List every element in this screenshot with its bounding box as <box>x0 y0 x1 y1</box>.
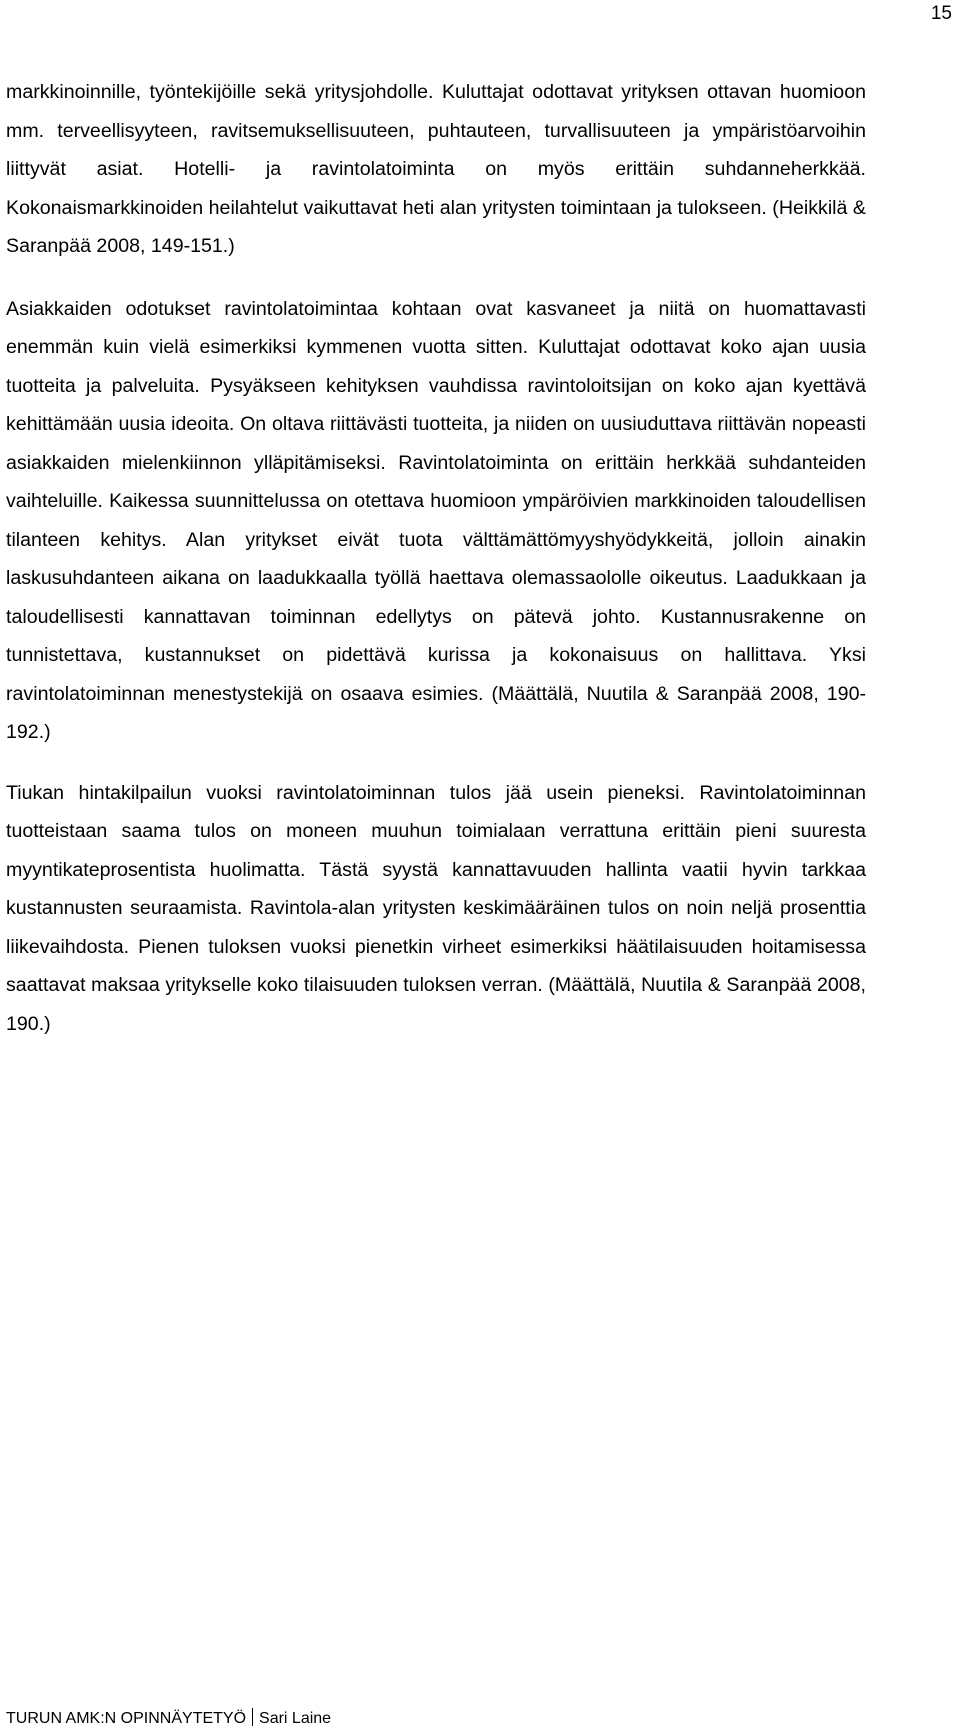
footer-institution: TURUN AMK:N OPINNÄYTETYÖ <box>6 1710 247 1727</box>
paragraph: Tiukan hintakilpailun vuoksi ravintolatoiminnan tulos jää usein pieneksi. Ravintolatoiminnan tuotteistaan saama tulos on moneen muuhun toimialaan verrattuna erittäin pieni suuresta myyntikateprosentista huolimatta. Tästä syystä kannattavuuden hallinta vaatii hyvin tarkkaa kustannusten seuraamista. Ravintola-alan yritysten keskimääräinen tulos on noin neljä prosenttia liikevaihdosta. Pienen tuloksen vuoksi pienetkin virheet esimerkiksi häätilaisuuden hoitamisessa saattavat maksaa yritykselle koko tilaisuuden tuloksen verran. (Määttälä, Nuutila & Saranpää 2008, 190.) <box>6 781 866 1035</box>
page-footer <box>6 1708 331 1729</box>
footer-separator <box>252 1708 253 1726</box>
page-number: 15 <box>930 3 952 24</box>
paragraph: Asiakkaiden odotukset ravintolatoimintaa kohtaan ovat kasvaneet ja niitä on huomattavasti enemmän kuin vielä esimerkiksi kymmenen vuotta sitten. Kuluttajat odottavat koko ajan uusia tuotteita ja palveluita. Pysyäkseen kehityksen vauhdissa ravintoloitsijan on koko ajan kyettävä kehittämään uusia ideoita. On oltava riittävästi tuotteita, ja niiden on uusiuduttava riittävän nopeasti asiakkaiden mielenkiinnon ylläpitämiseksi. Ravintolatoiminta on erittäin herkkää suhdanteiden vaihteluille. Kaikessa suunnittelussa on otettava huomioon ympäröivien markkinoiden taloudellisen tilanteen kehitys. Alan yritykset eivät tuota välttämättömyyshyödykkeitä, jolloin ainakin laskusuhdanteen aikana on laadukkaalla työllä haettava olemassaololle oikeutus. Laadukkaan ja taloudellisesti kannattavan toiminnan edellytys on pätevä johto. Kustannusrakenne on tunnistettava, kustannukset on pidettävä kurissa ja kokonaisuus on hallittava. Yksi ravintolatoiminnan menestystekijä on osaava esimies. (Määttälä, Nuutila & Saranpää 2008, 190-192.) <box>6 297 866 743</box>
paragraph: markkinoinnille, työntekijöille sekä yritysjohdolle. Kuluttajat odottavat yrityksen ottavan huomioon mm. terveellisyyteen, ravitsemuksellisuuteen, puhtauteen, turvallisuuteen ja ympäristöarvoihin liittyvät asiat. Hotelli- ja ravintolatoiminta on myös erittäin suhdanneherkkää. Kokonaismarkkinoiden heilahtelut vaikuttavat heti alan yritysten toimintaan ja tulokseen. (Heikkilä & Saranpää 2008, 149-151.) <box>6 81 866 257</box>
document-body <box>6 73 866 1067</box>
footer-author: Sari Laine <box>259 1710 332 1727</box>
